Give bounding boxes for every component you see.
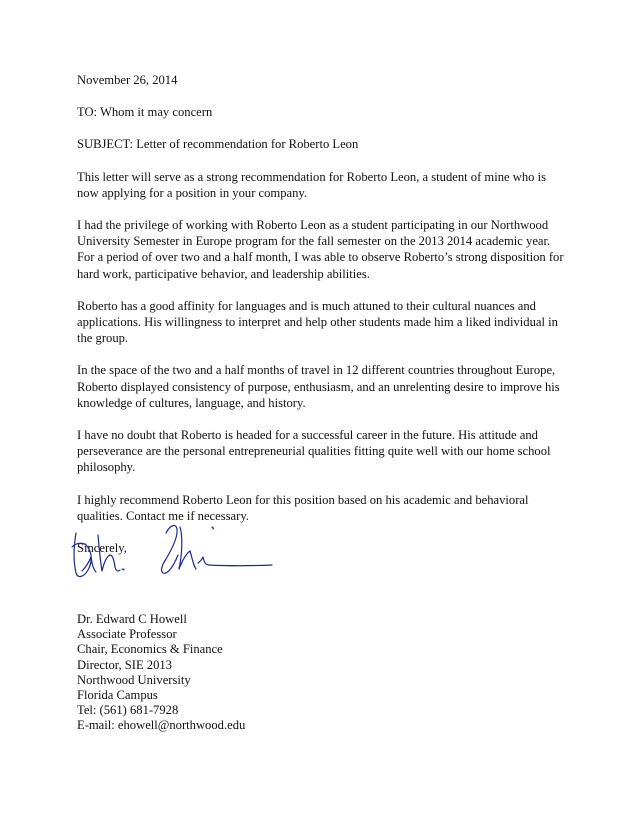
paragraph-line: now applying for a position in your company.	[77, 185, 308, 200]
letter-paragraph	[77, 427, 572, 476]
paragraph-line: I had the privilege of working with Roberto Leon as a student participating in our Northwood	[77, 218, 549, 233]
paragraph-line: applications. His willingness to interpret and help other students made him a liked individual in	[77, 315, 558, 330]
paragraph-line: qualities. Contact me if necessary.	[77, 508, 249, 523]
paragraph-line: For a period of over two and a half month, I was able to observe Roberto’s strong disposition for	[77, 250, 564, 265]
signer-line: Northwood University	[77, 672, 191, 687]
handwritten-signature	[62, 515, 277, 585]
signer-line: Associate Professor	[77, 627, 177, 642]
paragraph-line: University Semester in Europe program for the fall semester on the 2013 2014 academic year.	[77, 234, 551, 249]
signer-line: Tel: (561) 681-7928	[77, 703, 179, 718]
paragraph-line: perseverance are the personal entrepreneurial qualities fitting quite well with our home school	[77, 444, 551, 459]
paragraph-line: This letter will serve as a strong recommendation for Roberto Leon, a student of mine who is	[77, 169, 547, 184]
paragraph-line: hard work, participative behavior, and leadership abilities.	[77, 266, 370, 281]
signer-info	[77, 612, 477, 734]
paragraph-line: the group.	[77, 331, 129, 346]
signer-line: Florida Campus	[77, 688, 158, 703]
signer-line: Chair, Economics & Finance	[77, 642, 223, 657]
letter-paragraph	[77, 169, 572, 201]
paragraph-line: I have no doubt that Roberto is headed for a successful career in the future. His attitude and	[77, 428, 538, 443]
letter-closing: Sincerely,	[77, 541, 127, 556]
letter-paragraph	[77, 362, 572, 411]
signer-line: Director, SIE 2013	[77, 657, 172, 672]
paragraph-line: knowledge of cultures, language, and history.	[77, 395, 306, 410]
paragraph-line: Roberto displayed consistency of purpose, enthusiasm, and an unrelenting desire to improve his	[77, 379, 560, 394]
signer-line: Dr. Edward C Howell	[77, 612, 187, 626]
paragraph-line: philosophy.	[77, 460, 136, 475]
paragraph-line: I highly recommend Roberto Leon for this position based on his academic and behavioral	[77, 492, 529, 507]
paragraph-line: In the space of the two and a half months of travel in 12 different countries throughout Europe,	[77, 363, 556, 378]
signer-line: E-mail: ehowell@northwood.edu	[77, 718, 246, 733]
letter-date: November 26, 2014	[77, 73, 178, 87]
letter-subject: SUBJECT: Letter of recommendation for Roberto Leon	[77, 137, 359, 152]
paragraph-line: Roberto has a good affinity for languages and is much attuned to their cultural nuances and	[77, 298, 536, 313]
letter-paragraph	[77, 217, 572, 282]
letter-paragraphs	[77, 169, 572, 524]
letter-recipient: TO: Whom it may concern	[77, 105, 213, 120]
letter-body	[77, 72, 572, 572]
letter-paragraph	[77, 298, 572, 347]
